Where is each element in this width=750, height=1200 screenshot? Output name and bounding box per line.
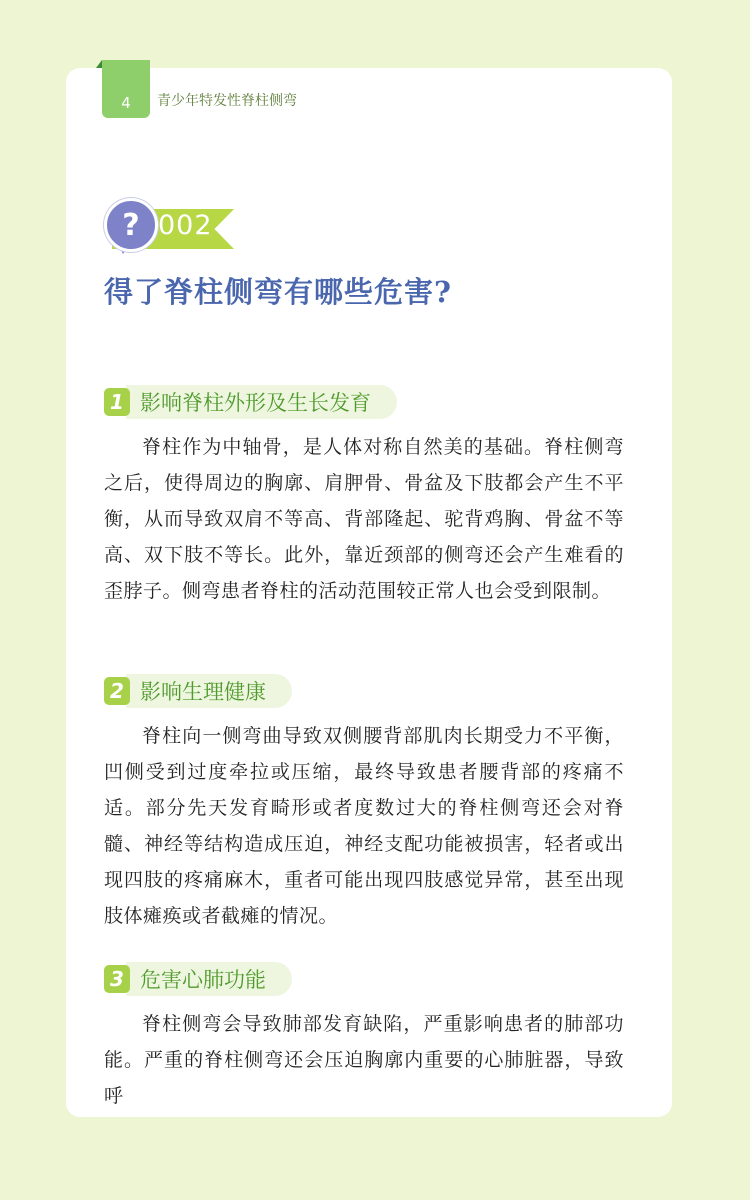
- page-number: 4: [121, 94, 131, 112]
- section-number-badge: 2: [104, 677, 130, 705]
- section-paragraph-2: 脊柱向一侧弯曲导致双侧腰背部肌肉长期受力不平衡，凹侧受到过度牵拉或压缩，最终导致患者腰背部的疼痛不适。部分先天发育畸形或者度数过大的脊柱侧弯还会对脊髓、神经等结构造成压迫，神经支配功能被损害，轻者或出现四肢的疼痛麻木，重者可能出现四肢感觉异常，甚至出现肢体瘫痪或者截瘫的情况。: [104, 725, 624, 927]
- section-heading-label: 影响生理健康: [126, 674, 292, 708]
- page-number-tab: [102, 60, 150, 118]
- question-number: 002: [158, 210, 213, 241]
- section-paragraph-1: 脊柱作为中轴骨，是人体对称自然美的基础。脊柱侧弯之后，使得周边的胸廓、肩胛骨、骨盆及下肢都会产生不平衡，从而导致双肩不等高、背部隆起、驼背鸡胸、骨盆不等高、双下肢不等长。此外，靠近颈部的侧弯还会产生难看的歪脖子。侧弯患者脊柱的活动范围较正常人也会受到限制。: [104, 436, 624, 602]
- section-number-badge: 1: [104, 388, 130, 416]
- section-number-badge: 3: [104, 965, 130, 993]
- question-banner: [104, 206, 234, 252]
- section-heading-1: [104, 385, 397, 419]
- section-paragraph-3: 脊柱侧弯会导致肺部发育缺陷，严重影响患者的肺部功能。严重的脊柱侧弯还会压迫胸廓内重要的心肺脏器，导致呼: [104, 1013, 624, 1107]
- section-heading-2: [104, 674, 292, 708]
- running-header: 青少年特发性脊柱侧弯: [157, 93, 297, 109]
- question-title: 得了脊柱侧弯有哪些危害?: [104, 275, 452, 309]
- section-heading-label: 影响脊柱外形及生长发育: [126, 385, 397, 419]
- section-heading-3: [104, 962, 292, 996]
- question-mark-icon: ?: [104, 198, 158, 252]
- section-heading-label: 危害心肺功能: [126, 962, 292, 996]
